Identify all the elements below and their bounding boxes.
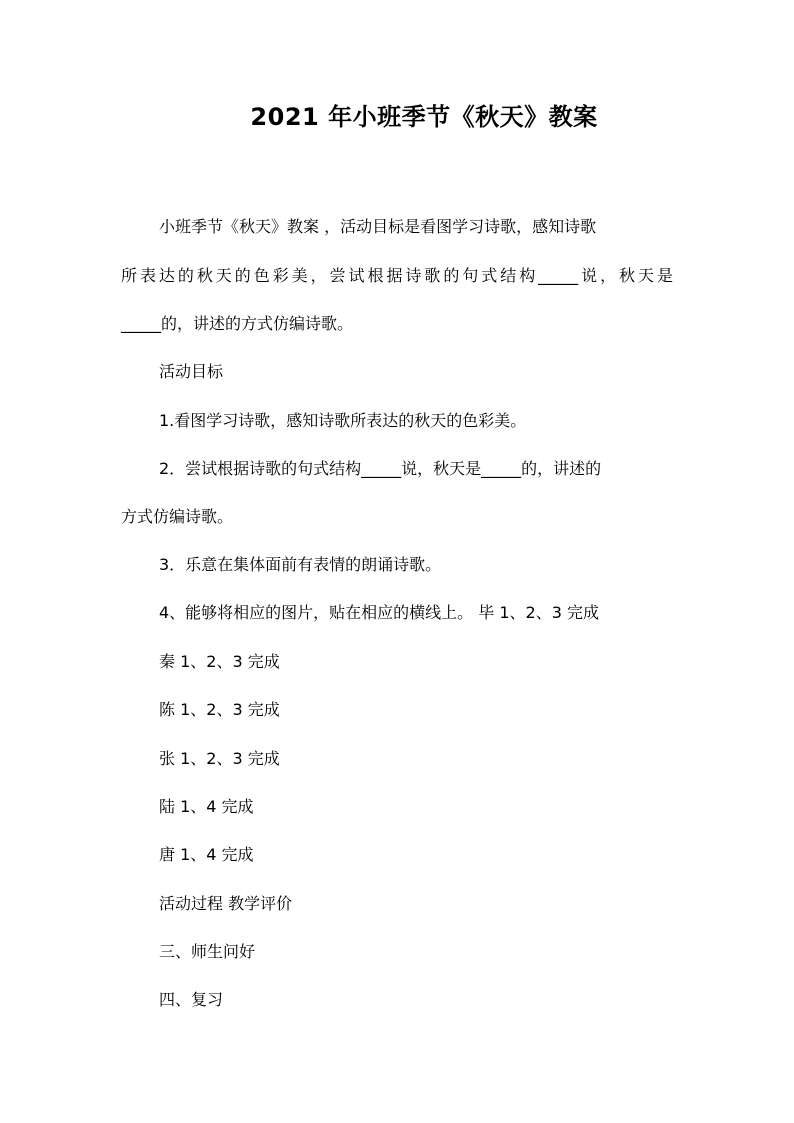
goal-item-1: 1.看图学习诗歌，感知诗歌所表达的秋天的色彩美。 bbox=[159, 411, 527, 430]
student-record-qin: 秦 1、2、3 完成 bbox=[159, 652, 280, 671]
student-record-zhang: 张 1、2、3 完成 bbox=[159, 749, 280, 768]
student-record-tang: 唐 1、4 完成 bbox=[159, 845, 254, 864]
section-heading-process: 活动过程 教学评价 bbox=[159, 894, 293, 913]
intro-line-2: 所表达的秋天的色彩美，尝试根据诗歌的句式结构_____说，秋天是 bbox=[121, 266, 673, 285]
student-record-lu: 陆 1、4 完成 bbox=[159, 797, 254, 816]
goal-item-3: 3．乐意在集体面前有表情的朗诵诗歌。 bbox=[159, 555, 442, 574]
intro-line-1: 小班季节《秋天》教案 ，活动目标是看图学习诗歌，感知诗歌 bbox=[159, 217, 597, 236]
goal-item-4: 4、能够将相应的图片，贴在相应的横线上。 毕 1、2、3 完成 bbox=[159, 603, 599, 622]
student-record-chen: 陈 1、2、3 完成 bbox=[159, 700, 280, 719]
document-title: 2021 年小班季节《秋天》教案 bbox=[250, 103, 598, 131]
intro-line-3: _____的，讲述的方式仿编诗歌。 bbox=[121, 314, 354, 333]
section-heading-goals: 活动目标 bbox=[159, 362, 224, 381]
process-step-greeting: 三、师生问好 bbox=[159, 942, 256, 961]
goal-item-2-continued: 方式仿编诗歌。 bbox=[121, 507, 234, 526]
process-step-review: 四、复习 bbox=[159, 990, 224, 1009]
goal-item-2: 2．尝试根据诗歌的句式结构_____说，秋天是_____的，讲述的 bbox=[159, 459, 602, 478]
